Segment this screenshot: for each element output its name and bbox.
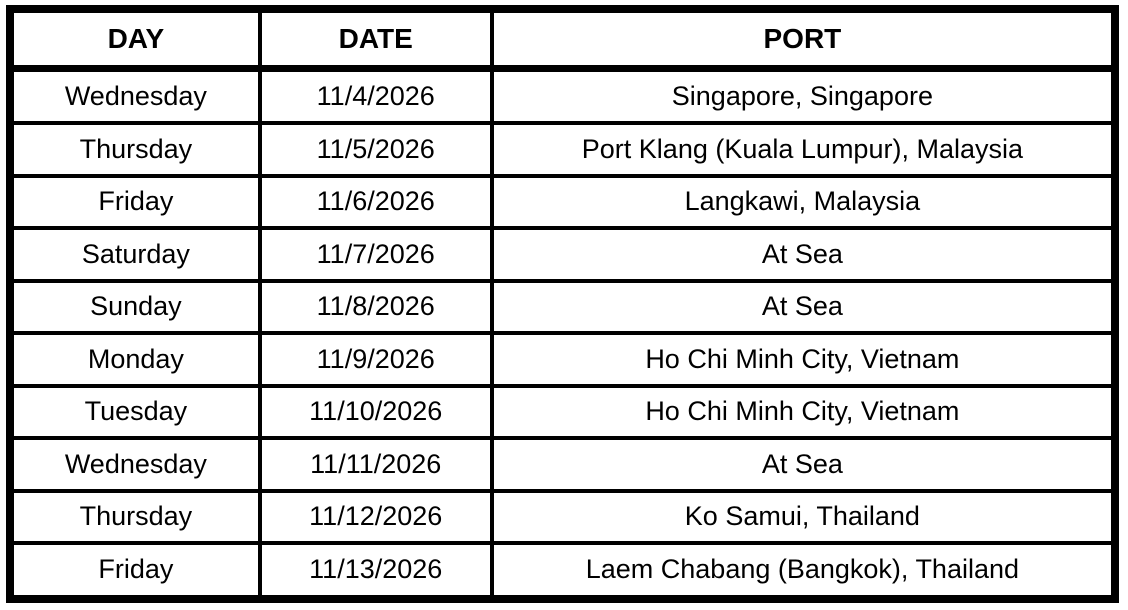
port-cell: At Sea: [492, 228, 1115, 281]
date-cell: 11/7/2026: [260, 228, 492, 281]
table-row: [10, 69, 1115, 124]
date-cell: 11/5/2026: [260, 123, 492, 176]
date-cell: 11/10/2026: [260, 386, 492, 439]
port-cell: Ko Samui, Thailand: [492, 491, 1115, 544]
day-cell: Friday: [10, 543, 260, 599]
day-cell: Monday: [10, 333, 260, 386]
column-header-day: DAY: [10, 9, 260, 69]
date-cell: 11/13/2026: [260, 543, 492, 599]
table-body: [10, 69, 1115, 600]
table-row: [10, 123, 1115, 176]
day-cell: Thursday: [10, 123, 260, 176]
table-row: [10, 438, 1115, 491]
date-cell: 11/9/2026: [260, 333, 492, 386]
date-cell: 11/6/2026: [260, 176, 492, 229]
table-row: [10, 543, 1115, 599]
itinerary-table: [6, 5, 1119, 603]
itinerary-table-container: [6, 5, 1119, 603]
port-cell: Ho Chi Minh City, Vietnam: [492, 386, 1115, 439]
column-header-date: DATE: [260, 9, 492, 69]
table-header: [10, 9, 1115, 69]
day-cell: Sunday: [10, 281, 260, 334]
date-cell: 11/11/2026: [260, 438, 492, 491]
table-row: [10, 228, 1115, 281]
day-cell: Wednesday: [10, 438, 260, 491]
port-cell: Singapore, Singapore: [492, 69, 1115, 124]
port-cell: Ho Chi Minh City, Vietnam: [492, 333, 1115, 386]
table-row: [10, 333, 1115, 386]
port-cell: At Sea: [492, 438, 1115, 491]
day-cell: Wednesday: [10, 69, 260, 124]
day-cell: Thursday: [10, 491, 260, 544]
port-cell: Port Klang (Kuala Lumpur), Malaysia: [492, 123, 1115, 176]
day-cell: Saturday: [10, 228, 260, 281]
date-cell: 11/12/2026: [260, 491, 492, 544]
date-cell: 11/8/2026: [260, 281, 492, 334]
port-cell: Laem Chabang (Bangkok), Thailand: [492, 543, 1115, 599]
table-row: [10, 491, 1115, 544]
day-cell: Tuesday: [10, 386, 260, 439]
port-cell: Langkawi, Malaysia: [492, 176, 1115, 229]
header-row: [10, 9, 1115, 69]
table-row: [10, 176, 1115, 229]
day-cell: Friday: [10, 176, 260, 229]
date-cell: 11/4/2026: [260, 69, 492, 124]
column-header-port: PORT: [492, 9, 1115, 69]
table-row: [10, 281, 1115, 334]
port-cell: At Sea: [492, 281, 1115, 334]
table-row: [10, 386, 1115, 439]
